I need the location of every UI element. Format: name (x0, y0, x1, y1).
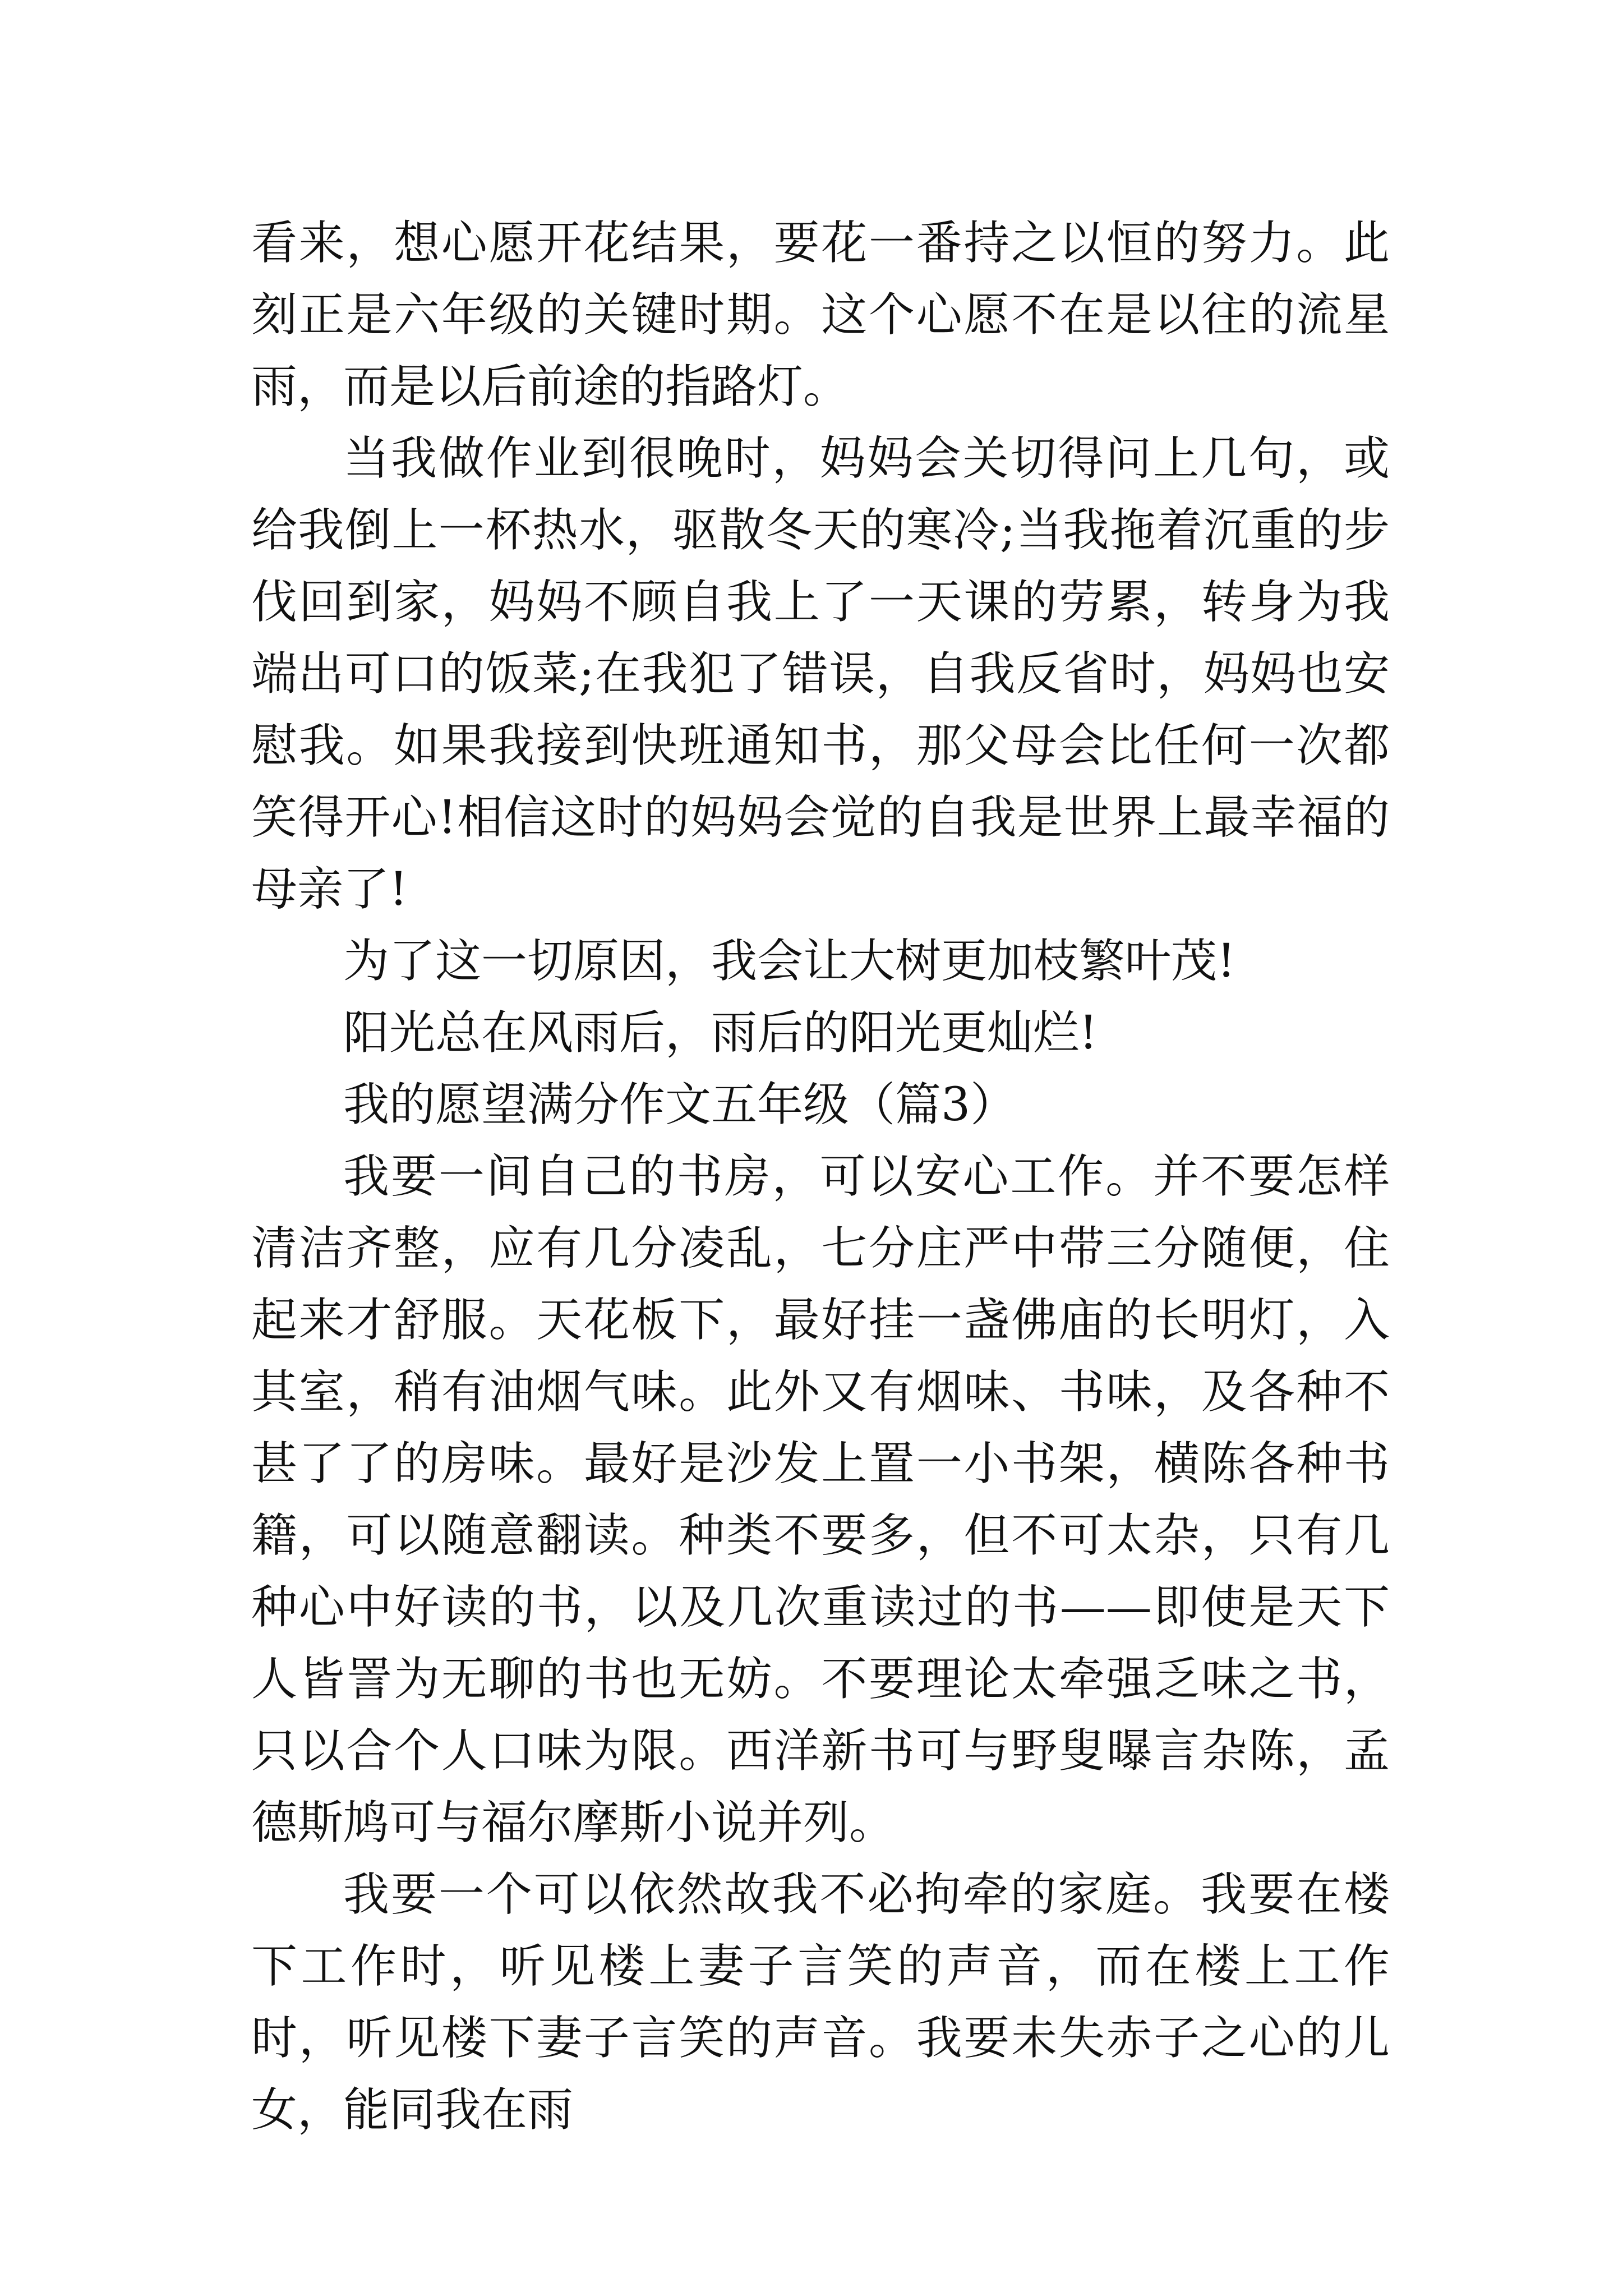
paragraph-tree: 为了这一切原因，我会让大树更加枝繁叶茂! (343, 935, 1235, 988)
document-body (251, 208, 1390, 2146)
paragraph-mother: 当我做作业到很晚时，妈妈会关切得问上几句，或给我倒上一杯热水，驱散冬天的寒冷;当我拖着沉重的步伐回到家，妈妈不顾自我上了一天课的劳累，转身为我端出可口的饭菜;在我犯了错误，自我反省时，妈妈也安慰我。如果我接到快班通知书，那父母会比任何一次都笑得开心!相信这时的妈妈会觉的自我是世界上最幸福的母亲了! (251, 432, 1390, 916)
paragraph-sunshine: 阳光总在风雨后，雨后的阳光更灿烂! (343, 1006, 1098, 1060)
section-heading: 我的愿望满分作文五年级（篇3） (343, 1078, 1017, 1131)
paragraph-continuation: 看来，想心愿开花结果，要花一番持之以恒的努力。此刻正是六年级的关键时期。这个心愿不在是以往的流星雨，而是以后前途的指路灯。 (251, 217, 1390, 413)
paragraph-family: 我要一个可以依然故我不必拘牵的家庭。我要在楼下工作时，听见楼上妻子言笑的声音，而在楼上工作时，听见楼下妻子言笑的声音。我要未失赤子之心的儿女，能同我在雨 (251, 1868, 1390, 2137)
paragraph-study-room: 我要一间自己的书房，可以安心工作。并不要怎样清洁齐整，应有几分凌乱，七分庄严中带三分随便，住起来才舒服。天花板下，最好挂一盏佛庙的长明灯，入其室，稍有油烟气味。此外又有烟味、书味，及各种不甚了了的房味。最好是沙发上置一小书架，横陈各种书籍，可以随意翻读。种类不要多，但不可太杂，只有几种心中好读的书，以及几次重读过的书——即使是天下人皆詈为无聊的书也无妨。不要理论太牵强乏味之书，只以合个人口味为限。西洋新书可与野叟曝言杂陈，孟德斯鸠可与福尔摩斯小说并列。 (251, 1150, 1390, 1849)
